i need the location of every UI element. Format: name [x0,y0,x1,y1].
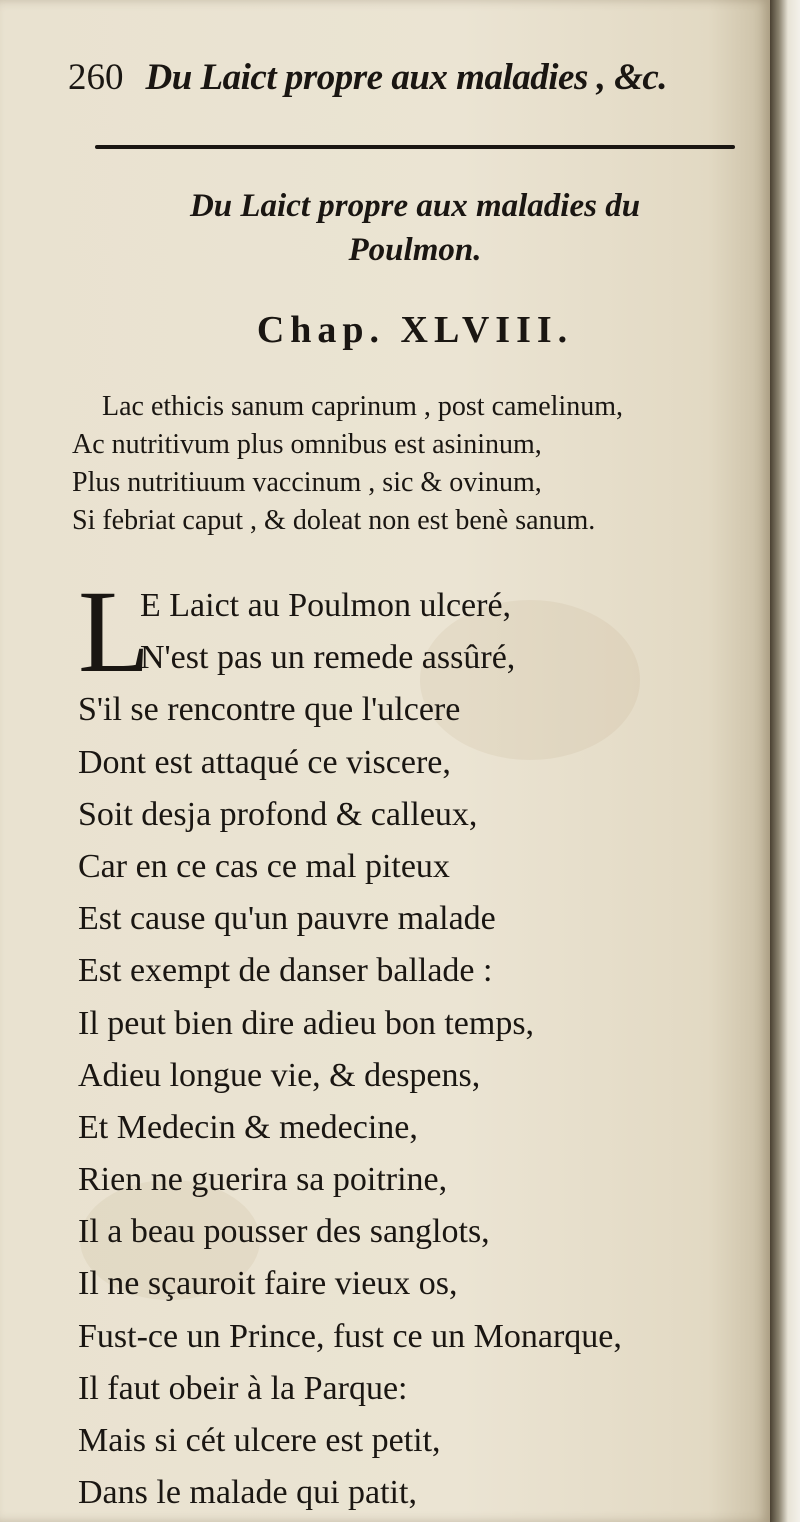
poem-line: Il ne sçauroit faire vieux os, [78,1265,458,1303]
poem-line: N'est pas un remede assûré, [140,639,516,677]
epigraph-line: Plus nutritiuum vaccinum , sic & ovinum, [72,467,542,498]
poem-line: Dont est attaqué ce viscere, [78,743,451,781]
poem-line: Est cause qu'un pauvre malade [78,900,496,938]
poem-line: Il faut obeir à la Parque: [78,1369,408,1407]
chapter-number: Chap. XLVIII. [256,309,574,351]
poem-line: Car en ce cas ce mal piteux [78,847,450,885]
poem-line: Et Medecin & medecine, [78,1108,418,1146]
poem-line: Est exempt de danser ballade : [78,952,493,990]
latin-epigraph [72,388,770,540]
poem-line: Mais si cét ulcere est petit, [78,1422,441,1459]
poem-line: Fust-ce un Prince, fust ce un Monarque, [78,1317,622,1355]
page-edge [770,0,800,1522]
header-rule [95,145,735,149]
epigraph-line: Si febriat caput , & doleat non est benè sanum. [72,505,596,536]
drop-cap: L [78,566,151,697]
poem-line: Il peut bien dire adieu bon temps, [78,1004,535,1042]
page-number: 260 [68,57,124,98]
running-title: Du Laict propre aux maladies , &c. [145,57,668,98]
poem-line: S'il se rencontre que l'ulcere [78,691,461,729]
chapter-title [95,184,735,272]
chapter-title-line: Poulmon. [348,232,482,268]
poem-body [78,566,770,1519]
poem-line: Soit desja profond & calleux, [78,795,478,833]
poem-line: Adieu longue vie, & despens, [78,1056,481,1094]
epigraph-line: Ac nutritivum plus omnibus est asininum, [72,429,542,460]
poem-line: Rien ne guerira sa poitrine, [78,1161,448,1199]
chapter-title-line: Du Laict propre aux maladies du [189,188,641,224]
poem-line: Il a beau pousser des sanglots, [78,1213,490,1251]
poem-line: E Laict au Poulmon ulceré, [140,587,512,624]
epigraph-line: Lac ethicis sanum caprinum , post camelinum, [102,391,623,422]
poem-line: Dans le malade qui patit, [78,1474,417,1512]
running-head [68,56,748,100]
